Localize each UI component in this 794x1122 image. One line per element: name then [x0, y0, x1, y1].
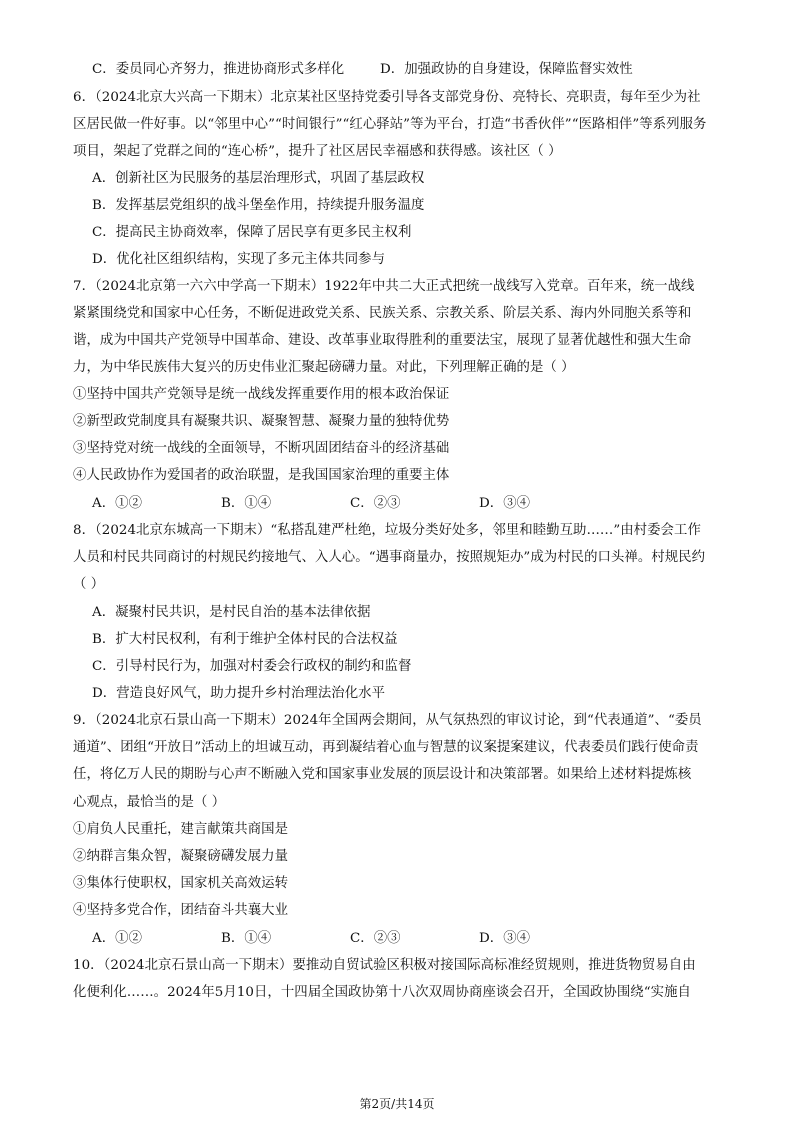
q8-option-b: B．扩大村民权利，有利于维护全体村民的合法权益 — [92, 632, 398, 647]
q7-choice-a: A．①② — [92, 496, 143, 511]
q9-statement-3: ③集体行使职权，国家机关高效运转 — [73, 876, 289, 891]
q6-stem-line-1: 6．（2024北京大兴高一下期末）北京某社区坚持党委引导各支部党身份、亮特长、亮职责，每年至少为社 — [73, 90, 701, 105]
q9-stem-line-4: 心观点，最恰当的是（ ） — [73, 795, 226, 810]
q9-choices — [92, 930, 692, 948]
q6-option-c: C．提高民主协商效率，保障了居民享有更多民主权利 — [92, 225, 412, 240]
q9-statement-2: ②纳群言集众智，凝聚磅礴发展力量 — [73, 849, 289, 864]
q6-option-b: B．发挥基层党组织的战斗堡垒作用，持续提升服务温度 — [92, 198, 425, 213]
q6-stem-line-3: 项目，架起了党群之间的“连心桥”，提升了社区居民幸福感和获得感。该社区（ ） — [73, 144, 562, 159]
q9-statement-1: ①肩负人民重托，建言献策共商国是 — [73, 822, 289, 837]
q7-statement-1: ①坚持中国共产党领导是统一战线发挥重要作用的根本政治保证 — [73, 387, 450, 402]
q9-statement-4: ④坚持多党合作，团结奋斗共襄大业 — [73, 903, 289, 918]
q6-option-a: A．创新社区为民服务的基层治理形式，巩固了基层政权 — [92, 171, 425, 186]
q8-stem-line-1: 8．（2024北京东城高一下期末）“私搭乱建严杜绝，垃圾分类好处多，邻里和睦勤互助……”由村委会工作 — [73, 523, 701, 538]
q7-statement-4: ④人民政协作为爱国者的政治联盟，是我国国家治理的重要主体 — [73, 468, 450, 483]
q7-choice-d: D．③④ — [479, 496, 531, 511]
q9-choice-c: C．②③ — [350, 931, 401, 946]
q5-option-c: C．委员同心齐努力，推进协商形式多样化 — [92, 62, 345, 77]
q8-stem-line-2: 人员和村民共同商讨的村规民约接地气、入人心。“遇事商量办，按照规矩办”成为村民的口头禅。村规民约 — [73, 550, 706, 565]
q8-option-a: A．凝聚村民共识，是村民自治的基本法律依据 — [92, 605, 371, 620]
q7-stem-line-2: 紧紧围绕党和国家中心任务，不断促进政党关系、民族关系、宗教关系、阶层关系、海内外同胞关系等和 — [73, 306, 692, 321]
q6-option-d: D．优化社区组织结构，实现了多元主体共同参与 — [92, 252, 386, 267]
q6-stem-line-2: 区居民做一件好事。以“邻里中心”“时间银行”“红心驿站”等为平台，打造“书香伙伴”“医路相伴”等系列服务 — [73, 117, 707, 132]
q7-choices — [92, 495, 692, 513]
q9-stem-line-1: 9．（2024北京石景山高一下期末）2024年全国两会期间，从气氛热烈的审议讨论，到“代表通道”、“委员 — [73, 713, 702, 728]
q7-stem-line-4: 力，为中华民族伟大复兴的历史伟业汇聚起磅礴力量。对此，下列理解正确的是（ ） — [73, 360, 575, 375]
q7-choice-c: C．②③ — [350, 496, 401, 511]
q9-choice-b: B．①④ — [221, 931, 272, 946]
q5-option-d: D．加强政协的自身建设，保障监督实效性 — [380, 62, 633, 77]
q8-stem-line-3: （ ） — [73, 577, 105, 592]
q9-choice-a: A．①② — [92, 931, 143, 946]
q5-options-cd — [92, 61, 633, 79]
q10-stem-line-2: 化便利化……。2024年5月10日，十四届全国政协第十八次双周协商座谈会召开，全国政协围绕“实施自 — [73, 985, 691, 1000]
q7-stem-line-1: 7．（2024北京第一六六中学高一下期末）1922年中共二大正式把统一战线写入党章。百年来，统一战线 — [73, 279, 695, 294]
q9-stem-line-3: 任，将亿万人民的期盼与心声不断融入党和国家事业发展的顶层设计和决策部署。如果给上述材料提炼核 — [73, 767, 692, 782]
q10-stem-line-1: 10．（2024北京石景山高一下期末）要推动自贸试验区积极对接国际高标准经贸规则，推进货物贸易自由 — [73, 958, 696, 973]
q7-statement-3: ③坚持党对统一战线的全面领导，不断巩固团结奋斗的经济基础 — [73, 441, 450, 456]
q7-statement-2: ②新型政党制度具有凝聚共识、凝聚智慧、凝聚力量的独特优势 — [73, 414, 450, 429]
q8-option-c: C．引导村民行为，加强对村委会行政权的制约和监督 — [92, 659, 412, 674]
q8-option-d: D．营造良好风气，助力提升乡村治理法治化水平 — [92, 686, 386, 701]
q9-stem-line-2: 通道”、团组“开放日”活动上的坦诚互动，再到凝结着心血与智慧的议案提案建议，代表委员们践行使命责 — [73, 740, 699, 755]
page-number: 第2页/共14页 — [359, 1097, 435, 1111]
q7-choice-b: B．①④ — [221, 496, 272, 511]
q9-choice-d: D．③④ — [479, 931, 531, 946]
q7-stem-line-3: 谐，成为中国共产党领导中国革命、建设、改革事业取得胜利的重要法宝，展现了显著优越性和强大生命 — [73, 333, 692, 348]
